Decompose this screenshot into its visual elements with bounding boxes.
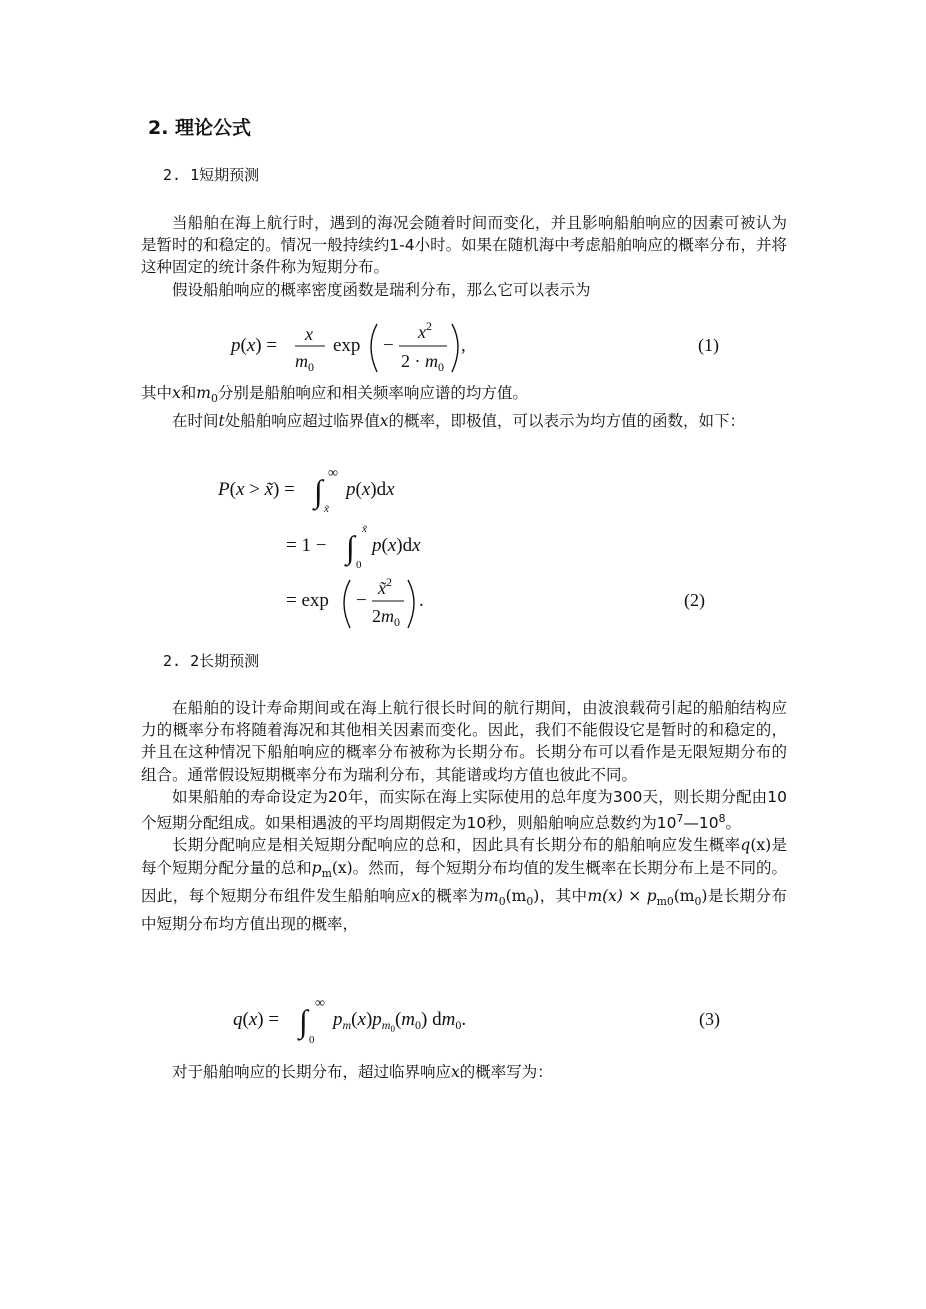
short-term-paragraphs [141, 212, 787, 301]
eq-text: 0 [309, 1034, 315, 1046]
eq-text: = 1 − [286, 535, 327, 556]
equation-number: (3) [699, 1009, 720, 1029]
eq-text: p(x) = [231, 335, 278, 356]
eq-text: $2m_0$ [372, 606, 400, 629]
eq-text: ∞ [315, 996, 325, 1011]
paragraph: 当船舶在海上航行时，遇到的海况会随着时间而变化，并且影响船舶响应的因素可被认为是暂时的和稳定的。情况一般持续约1-4小时。如果在随机海中考虑船舶响应的概率分布，并将这种固定的统计条件称为短期分布。 [141, 214, 787, 277]
eq-text: x̃ [324, 503, 329, 515]
eq-text: 0 [356, 559, 362, 571]
eq-text: q(x) = [233, 1009, 280, 1030]
eq-text: ∞ [328, 466, 338, 481]
eq-text: ∫ [314, 473, 323, 509]
eq-text: − [383, 335, 394, 356]
eq-text: = exp [286, 590, 329, 611]
long-term-paragraphs-2 [141, 1061, 787, 1083]
equation-number: (2) [684, 590, 705, 610]
paragraph: 在船舶的设计寿命期间或在海上航行很长时间的航行期间，由波浪载荷引起的船舶结构应力的概率分布将随着海况和其他相关因素而变化。因此，我们不能假设它是暂时的和稳定的，并且在这种情况下船舶响应的概率分布被称为长期分布。长期分布可以看作是无限短期分布的组合。通常假设短期概率分布为瑞利分布，其能谱或均方值也彼此不同。 [141, 699, 787, 784]
subsection-heading-long-term: 2. 2长期预测 [163, 652, 260, 670]
paragraph: 对于船舶响应的长期分布，超过临界响应x的概率写为： [172, 1063, 553, 1081]
eq-text: P(x > x̃) = [218, 479, 295, 500]
eq-text: − [356, 590, 367, 611]
eq-text: x [305, 324, 313, 344]
eq-text: x̃$^2$ [378, 575, 392, 598]
equation-number: (1) [698, 335, 719, 355]
subsection-heading-short-term: 2. 1短期预测 [163, 166, 260, 184]
paragraph: 其中x和$m_0$分别是船舶响应和相关频率响应谱的均方值。 [141, 384, 528, 406]
paragraph: 在时间t处船舶响应超过临界值x的概率，即极值，可以表示为均方值的函数，如下： [172, 412, 746, 431]
eq-text: , [461, 335, 466, 356]
short-term-paragraphs-2 [141, 382, 787, 433]
paragraph: 假设船舶响应的概率密度函数是瑞利分布，那么它可以表示为 [172, 280, 591, 299]
long-term-paragraphs [141, 697, 787, 935]
eq-text: $2 \cdot m_0$ [401, 351, 444, 374]
eq-text: x̃ [362, 523, 367, 535]
eq-text: . [419, 590, 424, 611]
eq-text: $x^2$ [418, 319, 432, 342]
equation-2 [210, 460, 730, 632]
eq-text: p(x)dx [372, 535, 421, 556]
eq-text: ∫ [299, 1003, 308, 1039]
section-title: 2. 理论公式 [148, 117, 252, 139]
eq-text: exp [333, 335, 361, 356]
eq-text: $m_0$ [295, 351, 314, 374]
eq-text: p(x)dx [346, 479, 395, 500]
paragraph: 长期分配响应是相关短期分配响应的总和，因此具有长期分布的船舶响应发生概率q(x)是每个短期分配分量的总和$p_m(x)$。然而，每个短期分布均值的发生概率在长期分布上是不同的。因此，每个短期分布组件发生船舶响应x的概率为$m_0(m_0)$，其中$m(x) \times p_{m0}(m_0)$是长期分布中短期分布均方值出现的概率， [141, 836, 787, 934]
eq-text: $p_m(x)p_m0(m_0)$ $dm_0$. [333, 1009, 467, 1034]
eq-text: ∫ [346, 529, 355, 565]
equation-3 [225, 992, 735, 1048]
paragraph: 如果船舶的寿命设定为20年，而实际在海上实际使用的总年度为300天，则长期分配由10个短期分配组成。如果相遇波的平均周期假定为10秒，则船舶响应总数约为$10^7—10^8$。 [141, 787, 787, 833]
equation-1 [225, 316, 735, 376]
